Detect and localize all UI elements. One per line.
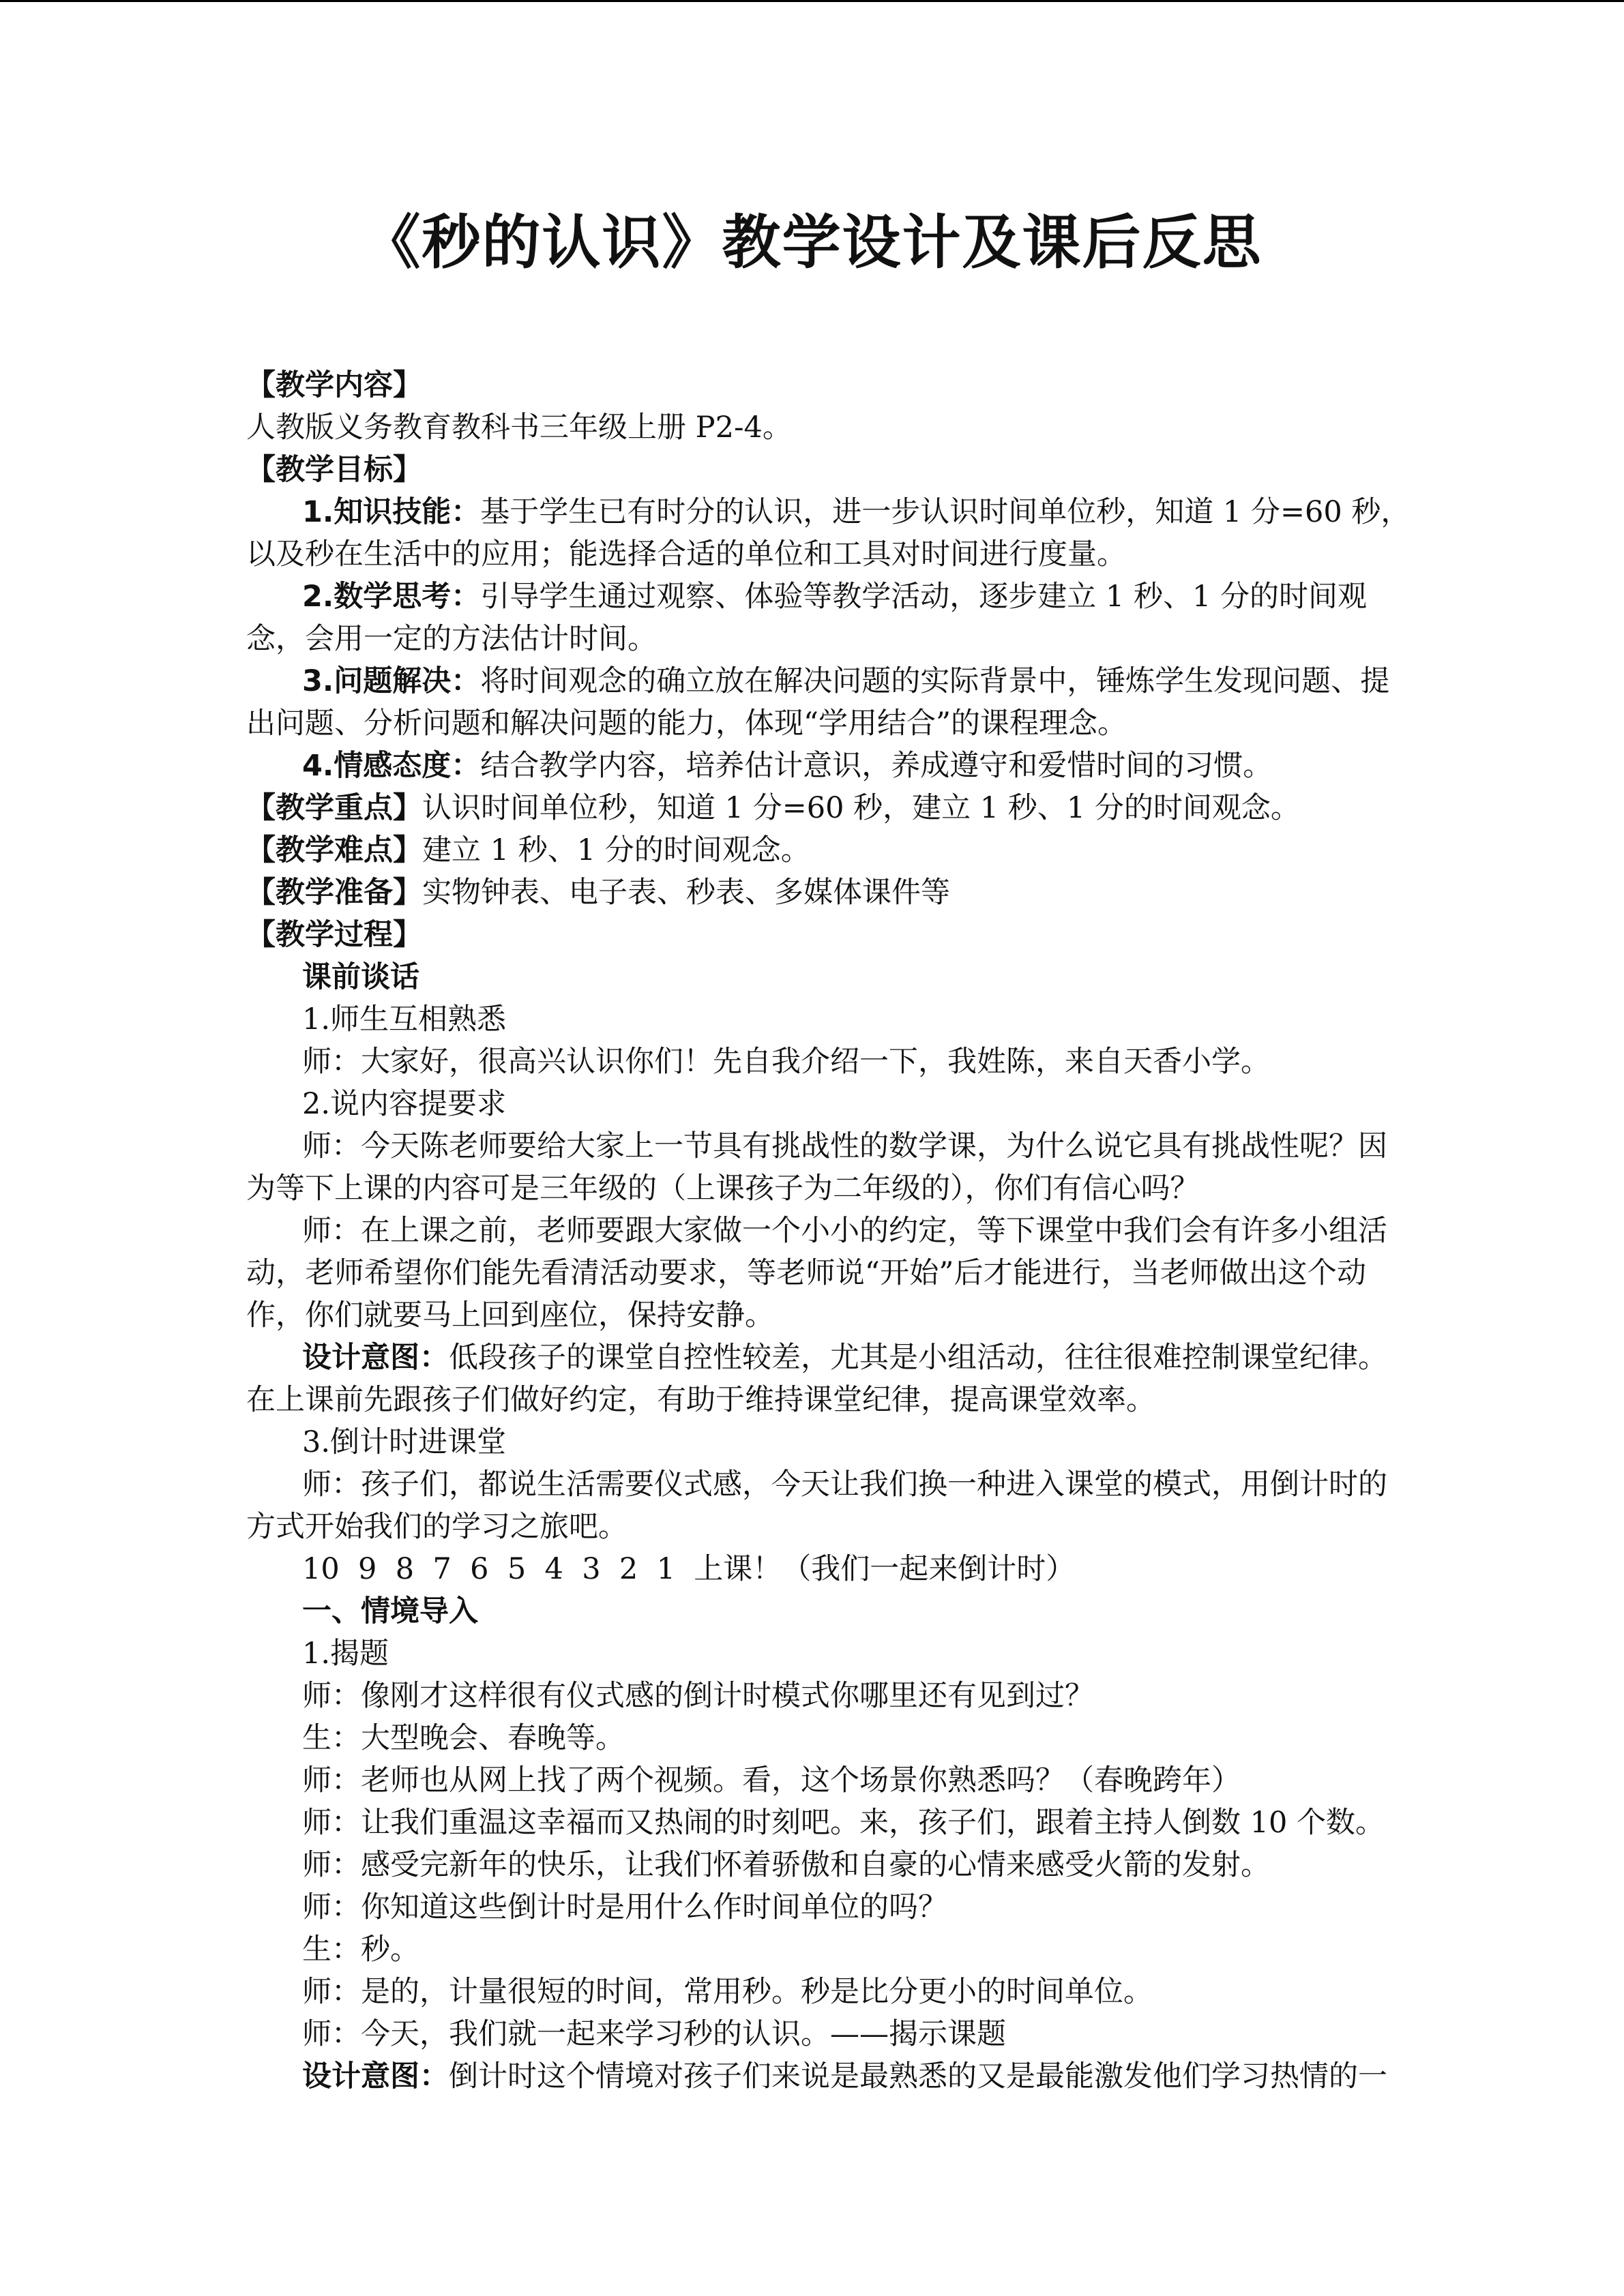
text-line: 2.说内容提要求 — [302, 1087, 507, 1121]
top-border-line — [0, 0, 1624, 2]
text-line: 为等下上课的内容可是三年级的（上课孩子为二年级的），你们有信心吗？ — [246, 1172, 1200, 1206]
text-line: 师：老师也从网上找了两个视频。看，这个场景你熟悉吗？（春晚跨年） — [302, 1763, 1241, 1798]
text-line: 1.揭题 — [302, 1637, 389, 1671]
text-line: 生：秒。 — [302, 1933, 419, 1967]
text-line: 师：你知道这些倒计时是用什么作时间单位的吗？ — [302, 1890, 947, 1924]
text-line: 1.师生互相熟悉 — [302, 1002, 507, 1037]
text-line: 方式开始我们的学习之旅吧。 — [246, 1510, 628, 1544]
text-line: 师：今天，我们就一起来学习秒的认识。——揭示课题 — [302, 2017, 1006, 2051]
text-line: 出问题、分析问题和解决问题的能力，体现“学用结合”的课程理念。 — [246, 706, 1127, 741]
text-line: 3.问题解决：将时间观念的确立放在解决问题的实际背景中，锤炼学生发现问题、提 — [302, 664, 1390, 698]
text-line: 师：是的，计量很短的时间，常用秒。秒是比分更小的时间单位。 — [302, 1975, 1153, 2009]
text-line: 师：像刚才这样很有仪式感的倒计时模式你哪里还有见到过？ — [302, 1679, 1094, 1713]
text-line: 人教版义务教育教科书三年级上册 P2-4。 — [246, 411, 792, 445]
text-line: 2.数学思考：引导学生通过观察、体验等教学活动，逐步建立 1 秒、1 分的时间观 — [302, 580, 1367, 614]
text-line: 【教学目标】 — [246, 453, 422, 487]
text-line: 师：今天陈老师要给大家上一节具有挑战性的数学课，为什么说它具有挑战性呢？因 — [302, 1129, 1387, 1163]
text-line: 师：让我们重温这幸福而又热闹的时刻吧。来，孩子们，跟着主持人倒数 10 个数。 — [302, 1806, 1385, 1840]
text-line: 设计意图：低段孩子的课堂自控性较差，尤其是小组活动，往往很难控制课堂纪律。 — [302, 1341, 1387, 1375]
document-title: 《秒的认识》教学设计及课后反思 — [361, 209, 1263, 277]
text-line: 念，会用一定的方法估计时间。 — [246, 622, 657, 656]
text-line: 【教学内容】 — [246, 368, 422, 402]
text-line: 动，老师希望你们能先看清活动要求，等老师说“开始”后才能进行，当老师做出这个动 — [246, 1256, 1366, 1290]
text-line: 【教学难点】建立 1 秒、1 分的时间观念。 — [246, 833, 810, 867]
text-line: 以及秒在生活中的应用；能选择合适的单位和工具对时间进行度量。 — [246, 537, 1126, 571]
text-line: 课前谈话 — [302, 960, 419, 994]
text-line: 生：大型晚会、春晚等。 — [302, 1721, 625, 1755]
text-line: 【教学过程】 — [246, 918, 422, 952]
text-line: 3.倒计时进课堂 — [302, 1425, 507, 1459]
text-line: 1.知识技能：基于学生已有时分的认识，进一步认识时间单位秒，知道 1 分=60 秒， — [302, 495, 1411, 529]
text-line: 师：孩子们，都说生活需要仪式感，今天让我们换一种进入课堂的模式，用倒计时的 — [302, 1467, 1387, 1502]
text-line: 师：在上课之前，老师要跟大家做一个小小的约定，等下课堂中我们会有许多小组活 — [302, 1214, 1387, 1248]
text-line: 4.情感态度：结合教学内容，培养估计意识，养成遵守和爱惜时间的习惯。 — [302, 749, 1273, 783]
text-line: 师：感受完新年的快乐，让我们怀着骄傲和自豪的心情来感受火箭的发射。 — [302, 1848, 1270, 1882]
text-line: 一、情境导入 — [302, 1594, 478, 1628]
text-line: 【教学准备】实物钟表、电子表、秒表、多媒体课件等 — [246, 876, 950, 910]
text-line: 师：大家好，很高兴认识你们！先自我介绍一下，我姓陈，来自天香小学。 — [302, 1045, 1270, 1079]
text-line: 设计意图：倒计时这个情境对孩子们来说是最熟悉的又是最能激发他们学习热情的一 — [302, 2059, 1387, 2093]
text-line: 10 9 8 7 6 5 4 3 2 1 上课！（我们一起来倒计时） — [302, 1552, 1076, 1586]
text-line: 在上课前先跟孩子们做好约定，有助于维持课堂纪律，提高课堂效率。 — [246, 1383, 1155, 1417]
text-line: 作，你们就要马上回到座位，保持安静。 — [246, 1298, 774, 1332]
text-line: 【教学重点】认识时间单位秒，知道 1 分=60 秒，建立 1 秒、1 分的时间观念。 — [246, 791, 1300, 825]
